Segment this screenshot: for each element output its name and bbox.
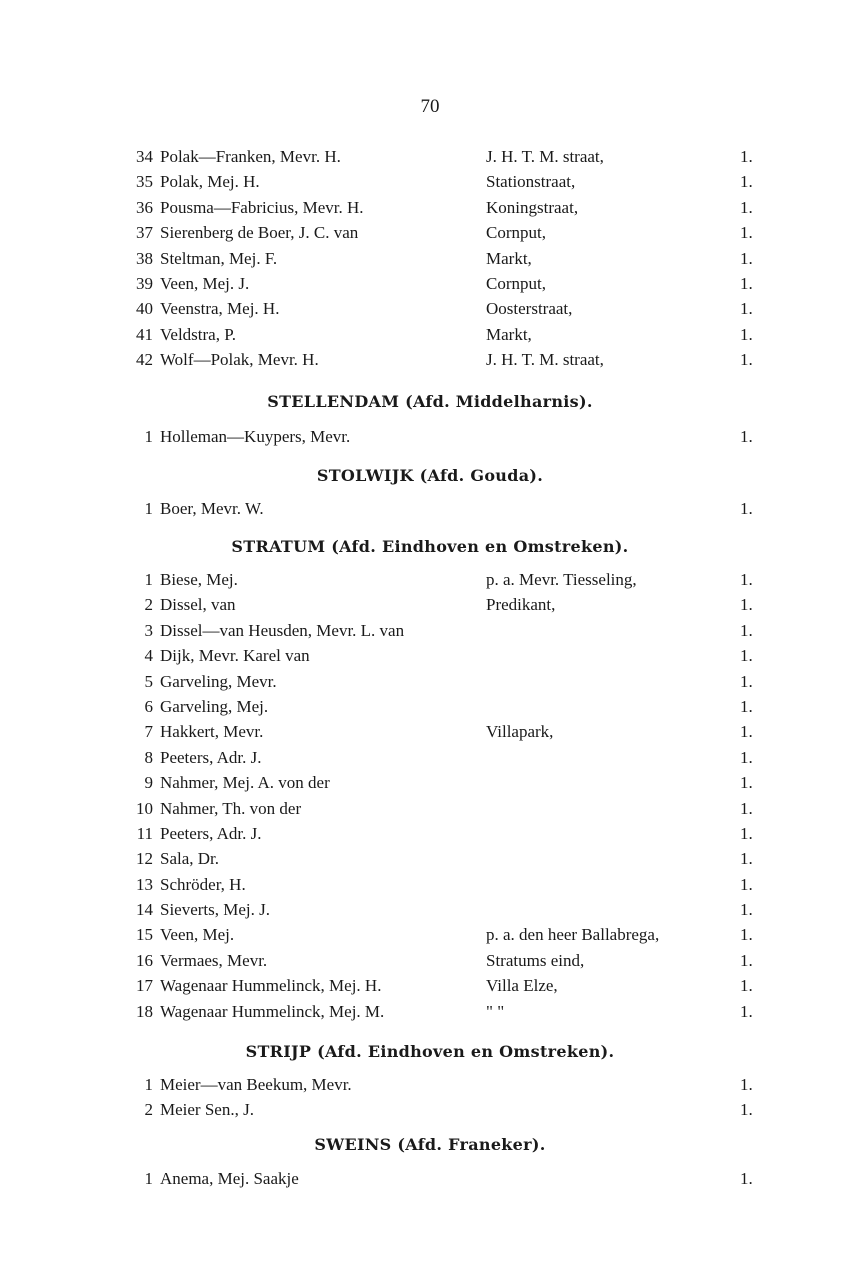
list-strijp bbox=[0, 1072, 860, 1123]
entry-mark: 1. bbox=[740, 646, 753, 666]
entry-mark: 1. bbox=[740, 1075, 753, 1094]
list-item bbox=[0, 592, 860, 617]
list-item bbox=[0, 424, 860, 449]
entry-name: Pousma—Fabricius, Mevr. H. bbox=[160, 197, 364, 217]
entry-number: 2 bbox=[144, 595, 153, 615]
entry-mark: 1. bbox=[740, 350, 753, 370]
list-item bbox=[0, 220, 860, 245]
entry-name: Polak, Mej. H. bbox=[160, 172, 260, 192]
entry-number: 5 bbox=[144, 671, 153, 691]
list-item bbox=[0, 872, 860, 897]
page-number: 70 bbox=[420, 96, 440, 117]
entry-number: 8 bbox=[144, 747, 153, 767]
list-item bbox=[0, 246, 860, 271]
entry-mark: 1. bbox=[740, 773, 753, 793]
entry-mark: 1. bbox=[740, 823, 753, 843]
entry-name: Peeters, Adr. J. bbox=[160, 747, 262, 767]
entry-number: 4 bbox=[144, 646, 153, 666]
section-heading-stratum: STRATUM (Afd. Eindhoven en Omstreken). bbox=[231, 537, 629, 556]
entry-address: Villa Elze, bbox=[486, 976, 558, 996]
entry-name: Dissel, van bbox=[160, 595, 236, 615]
section-heading-stellendam: STELLENDAM (Afd. Middelharnis). bbox=[267, 392, 593, 411]
entry-name: Veldstra, P. bbox=[160, 324, 237, 344]
entry-mark: 1. bbox=[740, 248, 753, 268]
list-item bbox=[0, 618, 860, 643]
list-item bbox=[0, 948, 860, 973]
list-stolwijk bbox=[0, 496, 860, 521]
entry-name: Meier Sen., J. bbox=[160, 1100, 254, 1120]
entry-name: Polak—Franken, Mevr. H. bbox=[160, 147, 341, 166]
entry-address: Villapark, bbox=[486, 722, 554, 742]
entry-number: 12 bbox=[136, 849, 153, 869]
entry-mark: 1. bbox=[740, 273, 753, 293]
entry-number: 13 bbox=[136, 874, 153, 894]
entry-name: Garveling, Mej. bbox=[160, 696, 269, 716]
entry-mark: 1. bbox=[740, 696, 753, 716]
entry-number: 18 bbox=[136, 1001, 153, 1021]
entry-name: Garveling, Mevr. bbox=[160, 671, 277, 691]
list-item bbox=[0, 1097, 860, 1122]
list-item bbox=[0, 719, 860, 744]
entry-address: J. H. T. M. straat, bbox=[486, 147, 604, 166]
entry-mark: 1. bbox=[740, 1001, 753, 1021]
section-heading-stolwijk: STOLWIJK (Afd. Gouda). bbox=[316, 466, 544, 485]
entry-name: Anema, Mej. Saakje bbox=[160, 1169, 299, 1188]
list-item bbox=[0, 195, 860, 220]
entry-number: 38 bbox=[136, 248, 153, 268]
entry-number: 1 bbox=[144, 1169, 153, 1188]
entry-mark: 1. bbox=[740, 172, 753, 192]
entry-name: Wolf—Polak, Mevr. H. bbox=[160, 350, 319, 370]
entry-number: 11 bbox=[136, 823, 153, 843]
list-item bbox=[0, 322, 860, 347]
entry-mark: 1. bbox=[740, 925, 753, 945]
entry-number: 1 bbox=[144, 1075, 153, 1094]
entry-name: Steltman, Mej. F. bbox=[160, 248, 278, 268]
entry-address: Stratums eind, bbox=[486, 950, 585, 970]
entry-address: J. H. T. M. straat, bbox=[486, 350, 604, 370]
entry-name: Veen, Mej. J. bbox=[160, 273, 250, 293]
entry-name: Nahmer, Th. von der bbox=[160, 798, 302, 818]
entry-address: Markt, bbox=[486, 248, 532, 268]
entry-mark: 1. bbox=[740, 950, 753, 970]
entry-name: Biese, Mej. bbox=[160, 570, 238, 589]
entry-name: Dijk, Mevr. Karel van bbox=[160, 646, 310, 666]
entry-name: Sala, Dr. bbox=[160, 849, 220, 869]
entry-name: Peeters, Adr. J. bbox=[160, 823, 262, 843]
entry-name: Sierenberg de Boer, J. C. van bbox=[160, 223, 359, 243]
list-top bbox=[0, 144, 860, 373]
entry-address: Markt, bbox=[486, 324, 532, 344]
entry-number: 39 bbox=[136, 273, 153, 293]
entry-mark: 1. bbox=[740, 1100, 753, 1120]
entry-address: Stationstraat, bbox=[486, 172, 576, 192]
entry-mark: 1. bbox=[740, 223, 753, 243]
entry-mark: 1. bbox=[740, 722, 753, 742]
list-item bbox=[0, 846, 860, 871]
entry-name: Veen, Mej. bbox=[160, 925, 235, 945]
list-item bbox=[0, 922, 860, 947]
entry-number: 35 bbox=[136, 172, 153, 192]
entry-name: Vermaes, Mevr. bbox=[160, 950, 268, 970]
list-item bbox=[0, 694, 860, 719]
list-item bbox=[0, 567, 860, 592]
entry-number: 15 bbox=[136, 925, 153, 945]
entry-address: Predikant, bbox=[486, 595, 556, 615]
entry-number: 17 bbox=[136, 976, 153, 996]
entry-number: 10 bbox=[136, 798, 153, 818]
entry-mark: 1. bbox=[740, 147, 753, 166]
entry-number: 16 bbox=[136, 950, 153, 970]
entry-number: 3 bbox=[144, 620, 153, 640]
entry-mark: 1. bbox=[740, 595, 753, 615]
entry-name: Dissel—van Heusden, Mevr. L. van bbox=[160, 620, 405, 640]
list-stratum bbox=[0, 567, 860, 1024]
entry-number: 37 bbox=[136, 223, 153, 243]
list-item bbox=[0, 643, 860, 668]
entry-number: 6 bbox=[144, 696, 153, 716]
entry-mark: 1. bbox=[740, 976, 753, 996]
entry-address: Cornput, bbox=[486, 223, 546, 243]
entry-name: Hakkert, Mevr. bbox=[160, 722, 264, 742]
list-item bbox=[0, 973, 860, 998]
entry-number: 34 bbox=[136, 147, 153, 166]
entry-name: Meier—van Beekum, Mevr. bbox=[160, 1075, 352, 1094]
entry-mark: 1. bbox=[740, 1169, 753, 1188]
list-item bbox=[0, 169, 860, 194]
list-item bbox=[0, 999, 860, 1024]
list-item bbox=[0, 770, 860, 795]
section-heading-sweins: SWEINS (Afd. Franeker). bbox=[314, 1135, 546, 1154]
entry-address: Koningstraat, bbox=[486, 197, 579, 217]
entry-name: Veenstra, Mej. H. bbox=[160, 299, 280, 319]
entry-number: 40 bbox=[136, 299, 153, 319]
entry-number: 36 bbox=[136, 197, 153, 217]
entry-name: Boer, Mevr. W. bbox=[160, 499, 264, 518]
entry-address: p. a. Mevr. Tiesseling, bbox=[486, 570, 637, 589]
list-sweins bbox=[0, 1166, 860, 1191]
entry-mark: 1. bbox=[740, 299, 753, 319]
entry-mark: 1. bbox=[740, 427, 753, 446]
entry-mark: 1. bbox=[740, 620, 753, 640]
entry-mark: 1. bbox=[740, 197, 753, 217]
list-item bbox=[0, 144, 860, 169]
entry-mark: 1. bbox=[740, 874, 753, 894]
entry-mark: 1. bbox=[740, 499, 753, 518]
entry-name: Nahmer, Mej. A. von der bbox=[160, 773, 330, 793]
list-item bbox=[0, 296, 860, 321]
entry-number: 41 bbox=[136, 324, 153, 344]
entry-number: 1 bbox=[144, 499, 153, 518]
entry-number: 9 bbox=[144, 773, 153, 793]
list-stellendam bbox=[0, 424, 860, 449]
entry-name: Wagenaar Hummelinck, Mej. M. bbox=[160, 1001, 385, 1021]
list-item bbox=[0, 796, 860, 821]
entry-address: p. a. den heer Ballabrega, bbox=[486, 925, 660, 945]
entry-name: Schröder, H. bbox=[160, 874, 246, 894]
entry-mark: 1. bbox=[740, 324, 753, 344]
entry-name: Wagenaar Hummelinck, Mej. H. bbox=[160, 976, 382, 996]
entry-mark: 1. bbox=[740, 900, 753, 920]
entry-address: Oosterstraat, bbox=[486, 299, 573, 319]
entry-name: Sieverts, Mej. J. bbox=[160, 900, 271, 920]
list-item bbox=[0, 347, 860, 372]
list-item bbox=[0, 496, 860, 521]
entry-number: 1 bbox=[144, 427, 153, 446]
list-item bbox=[0, 1166, 860, 1191]
entry-mark: 1. bbox=[740, 570, 753, 589]
list-item bbox=[0, 897, 860, 922]
list-item bbox=[0, 821, 860, 846]
entry-number: 14 bbox=[136, 900, 153, 920]
entry-mark: 1. bbox=[740, 671, 753, 691]
entry-mark: 1. bbox=[740, 849, 753, 869]
entry-number: 1 bbox=[144, 570, 153, 589]
list-item bbox=[0, 745, 860, 770]
entry-address: " " bbox=[486, 1001, 505, 1021]
list-item bbox=[0, 669, 860, 694]
entry-address: Cornput, bbox=[486, 273, 546, 293]
list-item bbox=[0, 1072, 860, 1097]
section-heading-strijp: STRIJP (Afd. Eindhoven en Omstreken). bbox=[245, 1042, 615, 1061]
list-item bbox=[0, 271, 860, 296]
entry-number: 2 bbox=[144, 1100, 153, 1120]
entry-mark: 1. bbox=[740, 798, 753, 818]
entry-mark: 1. bbox=[740, 747, 753, 767]
entry-name: Holleman—Kuypers, Mevr. bbox=[160, 427, 351, 446]
entry-number: 7 bbox=[144, 722, 153, 742]
entry-number: 42 bbox=[136, 350, 153, 370]
